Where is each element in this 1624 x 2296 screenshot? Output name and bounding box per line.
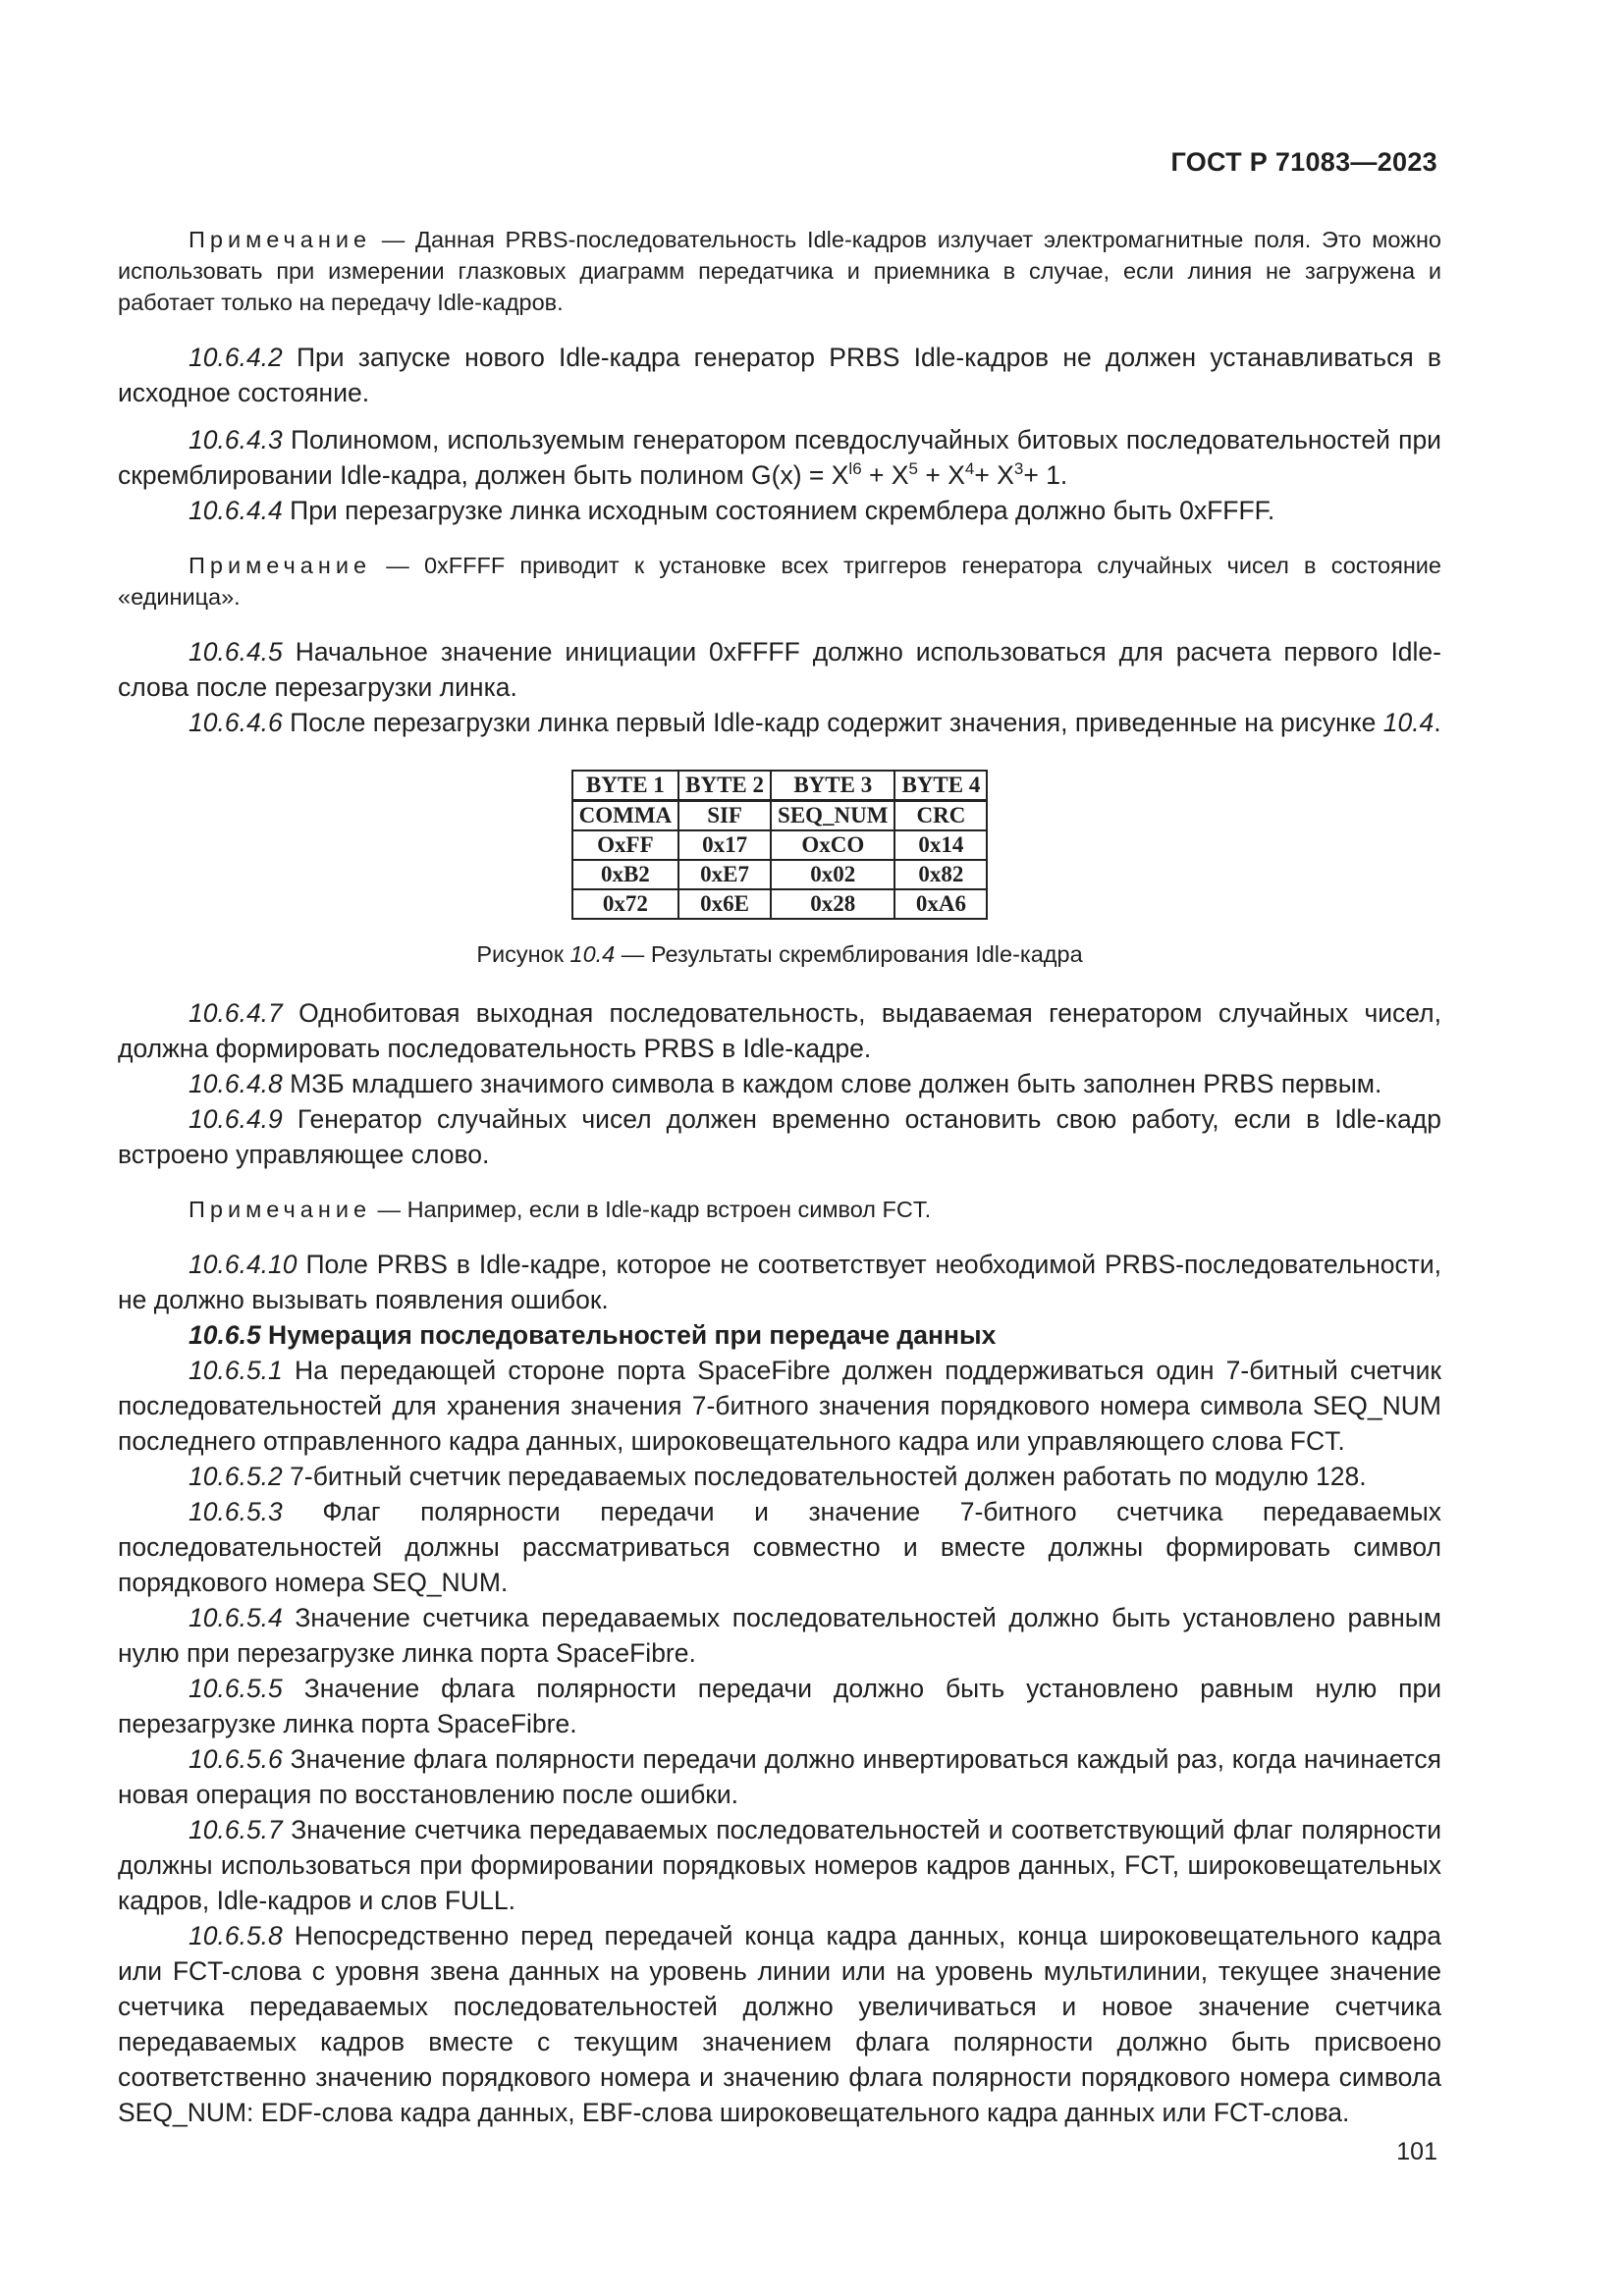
note-label: Примечание bbox=[189, 1197, 372, 1222]
clause-text: Значение счетчика передаваемых последовательностей должно быть установлено равным нулю при перезагрузке линка порта SpaceFibre. bbox=[118, 1603, 1441, 1668]
clause-text: Поле PRBS в Idle-кадре, которое не соответствует необходимой PRBS-последовательности, не должно вызывать появления ошибок. bbox=[118, 1250, 1441, 1314]
clause-10-6-4-3 bbox=[118, 422, 1441, 493]
figure-caption bbox=[476, 941, 1082, 968]
clause-10-6-4-2 bbox=[118, 340, 1441, 410]
clause-10-6-4-7 bbox=[118, 995, 1441, 1066]
table-header-cell: BYTE 4 bbox=[894, 771, 987, 801]
clause-10-6-4-5 bbox=[118, 634, 1441, 705]
table-row bbox=[572, 889, 988, 919]
table-cell: 0xA6 bbox=[894, 889, 987, 919]
clause-10-6-5-7 bbox=[118, 1812, 1441, 1918]
clause-text: 7-битный счетчик передаваемых последовательностей должен работать по модулю 128. bbox=[282, 1462, 1367, 1491]
table-cell: 0x72 bbox=[572, 889, 679, 919]
table-field-cell: SEQ_NUM bbox=[771, 801, 894, 831]
clause-text: На передающей стороне порта SpaceFibre должен поддерживаться один 7-битный счетчик последовательностей для хранения значения 7-битного значения порядкового номера символа SEQ_NUM последнего отправленного кадра данных, широковещательного кадра или управляющего слова FCT. bbox=[118, 1356, 1441, 1456]
clause-number: 10.6.4.8 bbox=[189, 1069, 283, 1098]
figure-10-4 bbox=[118, 770, 1441, 968]
page-body bbox=[118, 224, 1441, 2130]
figure-reference: 10.4 bbox=[1382, 708, 1435, 737]
table-cell: 0x14 bbox=[894, 830, 987, 860]
scrambling-result-table bbox=[571, 770, 989, 920]
clause-text: После перезагрузки линка первый Idle-кадр содержит значения, приведенные на рисунке bbox=[282, 708, 1383, 737]
table-header-cell: BYTE 2 bbox=[678, 771, 771, 801]
clause-text: При запуске нового Idle-кадра генератор PRBS Idle-кадров не должен устанавливаться в исходное состояние. bbox=[118, 343, 1441, 407]
clause-10-6-4-10 bbox=[118, 1247, 1441, 1317]
exponent: 3 bbox=[1013, 459, 1024, 478]
table-header-cell: BYTE 3 bbox=[771, 771, 894, 801]
table-field-row bbox=[572, 801, 988, 831]
clause-text: Непосредственно перед передачей конца кадра данных, конца широковещательного кадра или FCT-слова с уровня звена данных на уровень линии или на уровень мультилинии, текущее значение счетчика передаваемых последовательностей должно увеличиваться и новое значение счетчика передаваемых кадров вместе с текущим значением флага полярности должно быть присвоено соответственно значению порядкового номера и значению флага полярности порядкового номера символа SEQ_NUM: EDF-слова кадра данных, EBF-слова широковещательного кадра данных или FCT-слова. bbox=[118, 1921, 1441, 2127]
clause-10-6-5-3 bbox=[118, 1494, 1441, 1600]
clause-number: 10.6.5.3 bbox=[189, 1497, 283, 1526]
clause-number: 10.6.4.7 bbox=[189, 998, 283, 1028]
clause-number: 10.6.4.2 bbox=[189, 343, 283, 372]
table-cell: 0x28 bbox=[771, 889, 894, 919]
table-header-row bbox=[572, 771, 988, 801]
table-cell: OxFF bbox=[572, 830, 679, 860]
clause-number: 10.6.5.1 bbox=[189, 1356, 283, 1385]
note-label: Примечание bbox=[189, 553, 372, 578]
clause-number: 10.6.5.4 bbox=[189, 1603, 283, 1632]
clause-10-6-5-4 bbox=[118, 1600, 1441, 1671]
table-cell: 0x82 bbox=[894, 860, 987, 889]
clause-number: 10.6.5.6 bbox=[189, 1744, 283, 1774]
caption-text: — Результаты скремблирования Idle-кадра bbox=[615, 941, 1083, 967]
clause-number: 10.6.4.5 bbox=[189, 637, 283, 667]
note-text: — Например, если в Idle-кадр встроен символ FCT. bbox=[371, 1197, 932, 1222]
clause-number: 10.6.4.6 bbox=[189, 708, 283, 737]
table-row bbox=[572, 830, 988, 860]
clause-10-6-4-4 bbox=[118, 493, 1441, 528]
clause-text: Однобитовая выходная последовательность, выдаваемая генератором случайных чисел, должна формировать последовательность PRBS в Idle-кадре. bbox=[118, 998, 1441, 1063]
clause-10-6-4-9 bbox=[118, 1101, 1441, 1172]
clause-number: 10.6.4.9 bbox=[189, 1104, 283, 1134]
clause-number: 10.6.5.8 bbox=[189, 1921, 283, 1950]
caption-prefix: Рисунок bbox=[476, 941, 570, 967]
clause-text: Значение флага полярности передачи должно быть установлено равным нулю при перезагрузке линка порта SpaceFibre. bbox=[118, 1674, 1441, 1738]
clause-text: При перезагрузке линка исходным состоянием скремблера должно быть 0xFFFF. bbox=[282, 496, 1275, 525]
clause-number: 10.6.5.7 bbox=[189, 1815, 283, 1844]
clause-10-6-5-8 bbox=[118, 1918, 1441, 2130]
exponent: l6 bbox=[848, 459, 862, 478]
table-field-cell: CRC bbox=[894, 801, 987, 831]
clause-number: 10.6.4.4 bbox=[189, 496, 283, 525]
clause-10-6-5-2 bbox=[118, 1459, 1441, 1494]
table-field-cell: COMMA bbox=[572, 801, 679, 831]
note-text: — 0xFFFF приводит к установке всех триггеров генератора случайных чисел в состояние «единица». bbox=[118, 553, 1441, 610]
table-cell: 0xE7 bbox=[678, 860, 771, 889]
table-cell: 0x6E bbox=[678, 889, 771, 919]
section-number: 10.6.5 bbox=[189, 1320, 261, 1350]
caption-number: 10.4 bbox=[569, 941, 616, 967]
clause-text: Флаг полярности передачи и значение 7-битного счетчика передаваемых последовательностей должны рассматриваться совместно и вместе должны формировать символ порядкового номера SEQ_NUM. bbox=[118, 1497, 1441, 1597]
note-text: — Данная PRBS-последовательность Idle-кадров излучает электромагнитные поля. Это можно использовать при измерении глазковых диаграмм передатчика и приемника в случае, если линия не загружена и работает только на передачу Idle-кадров. bbox=[118, 227, 1441, 315]
clause-number: 10.6.5.5 bbox=[189, 1674, 283, 1703]
exponent: 4 bbox=[964, 459, 975, 478]
clause-text: Полиномом, используемым генератором псевдослучайных битовых последовательностей при скремблировании Idle-кадра, должен быть полином G(x) = X bbox=[118, 425, 1441, 490]
section-title: Нумерация последовательностей при передаче данных bbox=[260, 1320, 997, 1350]
table-cell: 0x17 bbox=[678, 830, 771, 860]
clause-10-6-4-8 bbox=[118, 1066, 1441, 1101]
clause-10-6-5-5 bbox=[118, 1671, 1441, 1741]
page-number: 101 bbox=[1396, 2138, 1437, 2165]
note-label: Примечание bbox=[189, 227, 372, 252]
clause-text: . bbox=[1434, 708, 1441, 737]
exponent: 5 bbox=[908, 459, 919, 478]
section-heading-10-6-5 bbox=[118, 1317, 1441, 1353]
standard-header: ГОСТ Р 71083—2023 bbox=[1170, 147, 1437, 177]
table-row bbox=[572, 860, 988, 889]
clause-10-6-5-1 bbox=[118, 1353, 1441, 1459]
clause-number: 10.6.5.2 bbox=[189, 1462, 283, 1491]
table-cell: OxCO bbox=[771, 830, 894, 860]
clause-text: Значение счетчика передаваемых последовательностей и соответствующий флаг полярности должны использоваться при формировании порядковых номеров кадров данных, FCT, широковещательных кадров, Idle-кадров и слов FULL. bbox=[118, 1815, 1441, 1915]
table-header-cell: BYTE 1 bbox=[572, 771, 679, 801]
clause-number: 10.6.4.3 bbox=[189, 425, 283, 454]
clause-text: Начальное значение инициации 0xFFFF должно использоваться для расчета первого Idle-слова после перезагрузки линка. bbox=[118, 637, 1441, 702]
clause-10-6-4-6 bbox=[118, 705, 1441, 740]
note-2 bbox=[118, 550, 1441, 613]
table-field-cell: SIF bbox=[678, 801, 771, 831]
clause-text: + X bbox=[974, 460, 1014, 490]
clause-text: + X bbox=[861, 460, 909, 490]
clause-text: Генератор случайных чисел должен временно остановить свою работу, если в Idle-кадр встроено управляющее слово. bbox=[118, 1104, 1441, 1169]
table-cell: 0xB2 bbox=[572, 860, 679, 889]
clause-text: + X bbox=[918, 460, 965, 490]
note-3 bbox=[118, 1194, 1441, 1225]
clause-text: Значение флага полярности передачи должно инвертироваться каждый раз, когда начинается новая операция по восстановлению после ошибки. bbox=[118, 1744, 1441, 1809]
clause-text: МЗБ младшего значимого символа в каждом слове должен быть заполнен PRBS первым. bbox=[282, 1069, 1382, 1098]
table-cell: 0x02 bbox=[771, 860, 894, 889]
note-1 bbox=[118, 224, 1441, 318]
clause-10-6-5-6 bbox=[118, 1741, 1441, 1812]
clause-number: 10.6.4.10 bbox=[189, 1250, 298, 1279]
clause-text: + 1. bbox=[1023, 460, 1068, 490]
